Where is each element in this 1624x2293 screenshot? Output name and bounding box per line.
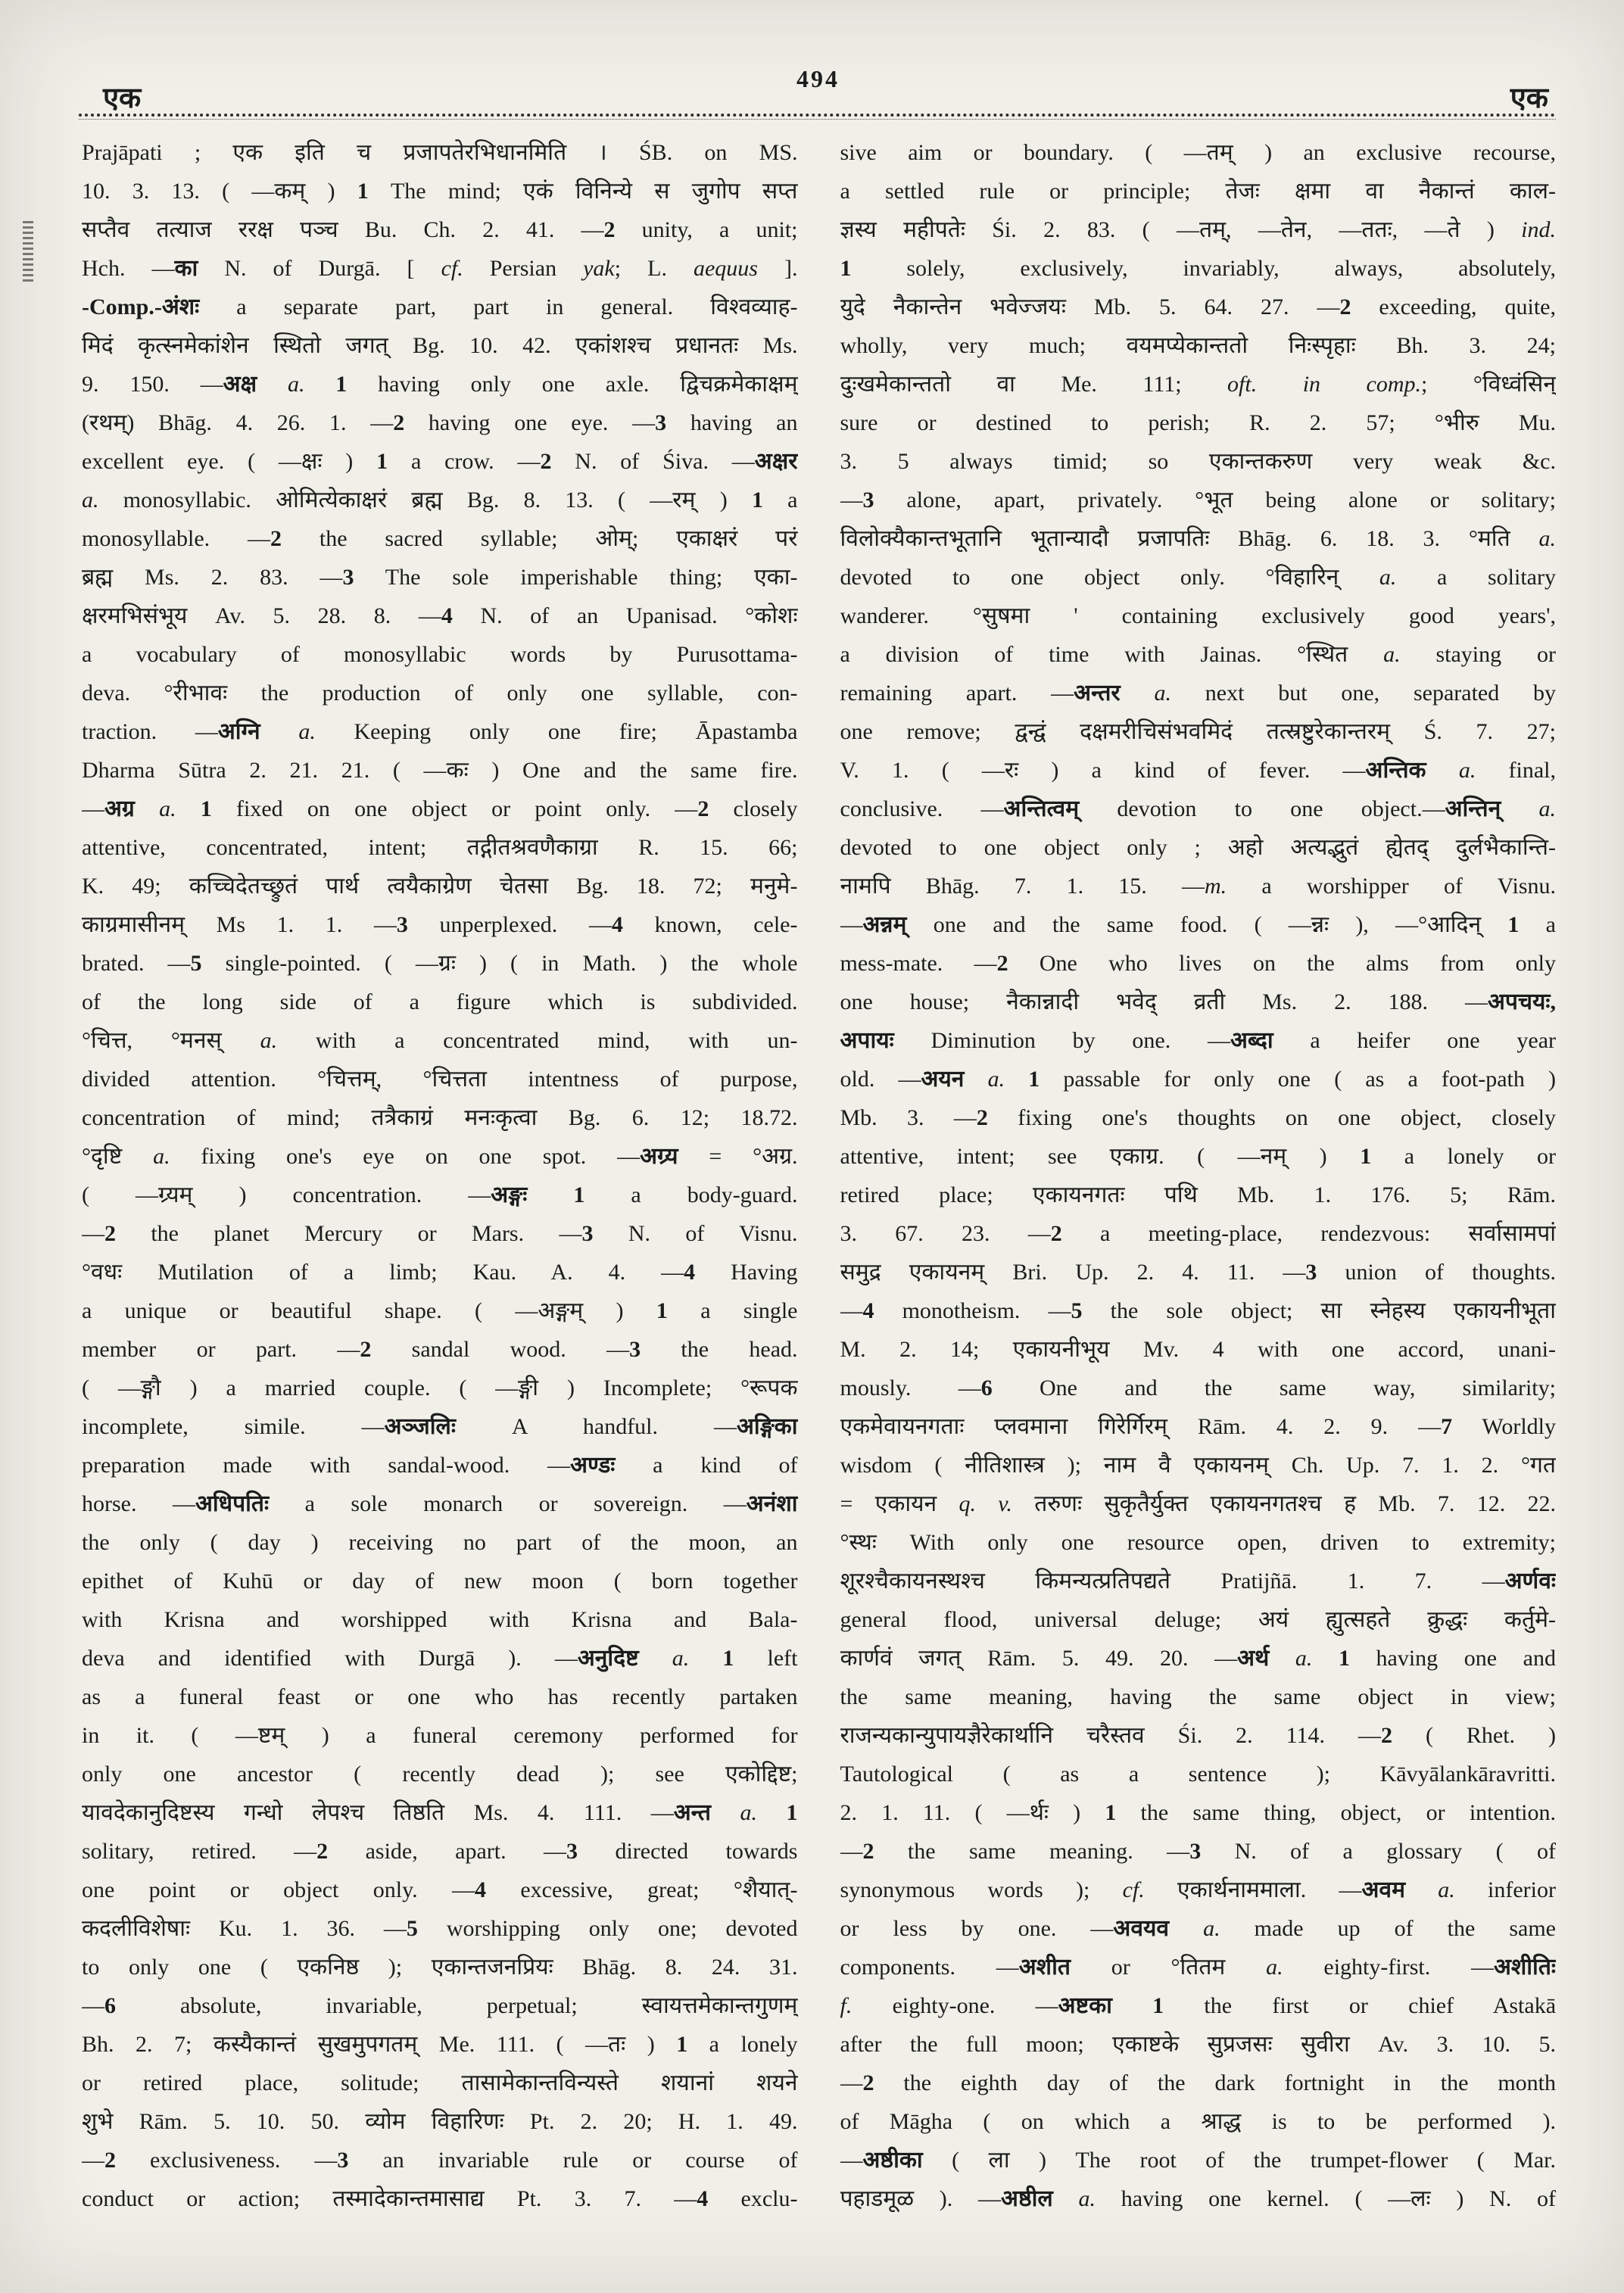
- text-line: concentration of mind; तत्रैकाग्रं मनःकृत्वा Bg. 6. 12; 18.72.: [82, 1105, 798, 1130]
- text-line: ब्रह्म Ms. 2. 83. —3 The sole imperishable thing; एका-: [82, 565, 798, 590]
- text-line: attentive, intent; see एकाग्र. ( —नम् ) 1 a lonely or: [840, 1144, 1556, 1169]
- text-line: 3. 67. 23. —2 a meeting-place, rendezvous: सर्वासामपां: [840, 1221, 1556, 1246]
- text-line: 9. 150. —अक्ष a. 1 having only one axle. द्विचक्रमेकाक्षम्: [82, 372, 798, 397]
- text-line: —3 alone, apart, privately. °भूत being alone or solitary;: [840, 488, 1556, 512]
- text-line: = एकायन q. v. तरुणः सुकृतैर्युक्त एकायनगतश्च ह Mb. 7. 12. 22.: [840, 1491, 1556, 1516]
- text-line: sive aim or boundary. ( —तम् ) an exclusive recourse,: [840, 140, 1556, 165]
- text-line: पहाडमूळ ). —अष्ठील a. having one kernel. ( —लः ) N. of: [840, 2186, 1556, 2211]
- text-line: brated. —5 single-pointed. ( —ग्रः ) ( in Math. ) the whole: [82, 951, 798, 976]
- text-line: components. —अशीत or °तितम a. eighty-first. —अशीतिः: [840, 1955, 1556, 1980]
- text-line: mess-mate. —2 One who lives on the alms from only: [840, 951, 1556, 976]
- text-line: दुःखमेकान्ततो वा Me. 111; oft. in comp.; °विध्वंसिन्: [840, 372, 1556, 397]
- header-keyword-right: एक: [1510, 83, 1548, 114]
- text-line: only one ancestor ( recently dead ); see एकोद्दिष्ट;: [82, 1762, 798, 1787]
- text-line: devoted to one object only ; अहो अत्यद्भुतं ह्येतद् दुर्लभैकान्ति-: [840, 835, 1556, 860]
- text-line: a unique or beautiful shape. ( —अङ्गम् ) 1 a single: [82, 1298, 798, 1323]
- text-line: wisdom ( नीतिशास्त्र ); नाम वै एकायनम् Ch. Up. 7. 1. 2. °गत: [840, 1453, 1556, 1478]
- text-line: शुभे Rām. 5. 10. 50. व्योम विहारिणः Pt. 2. 20; H. 1. 49.: [82, 2109, 798, 2134]
- text-line: अपायः Diminution by one. —अब्दा a heifer one year: [840, 1028, 1556, 1053]
- margin-scribble: [23, 221, 33, 282]
- text-line: epithet of Kuhū or day of new moon ( born together: [82, 1569, 798, 1594]
- text-line: conclusive. —अन्तित्वम् devotion to one object.—अन्तिन् a.: [840, 796, 1556, 821]
- text-line: °वधः Mutilation of a limb; Kau. A. 4. —4 Having: [82, 1260, 798, 1285]
- text-line: preparation made with sandal-wood. —अण्डः a kind of: [82, 1453, 798, 1478]
- text-line: member or part. —2 sandal wood. —3 the head.: [82, 1337, 798, 1362]
- text-line: with Krisna and worshipped with Krisna and Bala-: [82, 1607, 798, 1632]
- text-line: —4 monotheism. —5 the sole object; सा स्नेहस्य एकायनीभूता: [840, 1298, 1556, 1323]
- header-keyword-left: एक: [103, 83, 142, 114]
- text-line: —6 absolute, invariable, perpetual; स्वायत्तमेकान्तगुणम्: [82, 1993, 798, 2018]
- text-line: sure or destined to perish; R. 2. 57; °भीरु Mu.: [840, 410, 1556, 435]
- text-line: monosyllable. —2 the sacred syllable; ओम्; एकाक्षरं परं: [82, 526, 798, 551]
- text-line: 3. 5 always timid; so एकान्तकरुण very weak &c.: [840, 449, 1556, 474]
- text-line: to only one ( एकनिष्ठ ); एकान्तजनप्रियः Bhāg. 8. 24. 31.: [82, 1955, 798, 1980]
- text-line: wholly, very much; वयमप्येकान्ततो निःस्पृहाः Bh. 3. 24;: [840, 333, 1556, 358]
- text-line: 1 solely, exclusively, invariably, always, absolutely,: [840, 256, 1556, 281]
- text-line: Dharma Sūtra 2. 21. 21. ( —कः ) One and the same fire.: [82, 758, 798, 783]
- text-line: °चित्त, °मनस् a. with a concentrated mind, with un-: [82, 1028, 798, 1053]
- text-line: —2 the same meaning. —3 N. of a glossary ( of: [840, 1839, 1556, 1864]
- text-columns: [82, 133, 1556, 2263]
- text-line: the only ( day ) receiving no part of the moon, an: [82, 1530, 798, 1555]
- text-line: 2. 1. 11. ( —र्थः ) 1 the same thing, object, or intention.: [840, 1800, 1556, 1825]
- text-line: one remove; द्वन्द्वं दक्षमरीचिसंभवमिदं तत्स्रष्टुरेकान्तरम् Ś. 7. 27;: [840, 719, 1556, 744]
- text-line: सप्तैव तत्याज ररक्ष पञ्च Bu. Ch. 2. 41. —2 unity, a unit;: [82, 217, 798, 242]
- text-line: wanderer. °सुषमा ' containing exclusively good years',: [840, 603, 1556, 628]
- text-line: ( —ग्र्यम् ) concentration. —अङ्गः 1 a body-guard.: [82, 1182, 798, 1207]
- text-line: काग्रमासीनम् Ms 1. 1. —3 unperplexed. —4 known, cele-: [82, 912, 798, 937]
- text-line: नामपि Bhāg. 7. 1. 15. —m. a worshipper of Visnu.: [840, 874, 1556, 899]
- text-line: —अष्ठीका ( ला ) The root of the trumpet-flower ( Mar.: [840, 2148, 1556, 2173]
- text-line: V. 1. ( —रः ) a kind of fever. —अन्तिक a. final,: [840, 758, 1556, 783]
- text-line: f. eighty-one. —अष्टका 1 the first or chief Astakā: [840, 1993, 1556, 2018]
- text-line: horse. —अधिपतिः a sole monarch or sovereign. —अनंशा: [82, 1491, 798, 1516]
- text-line: राजन्यकान्युपायज्ञैरेकार्थानि चरैस्तव Śi. 2. 114. —2 ( Rhet. ): [840, 1723, 1556, 1748]
- text-line: the same meaning, having the same object in view;: [840, 1684, 1556, 1709]
- text-line: solitary, retired. —2 aside, apart. —3 directed towards: [82, 1839, 798, 1864]
- text-line: as a funeral feast or one who has recently partaken: [82, 1684, 798, 1709]
- text-line: a settled rule or principle; तेजः क्षमा वा नैकान्तं काल-: [840, 179, 1556, 204]
- text-line: (रथम्) Bhāg. 4. 26. 1. —2 having one eye. —3 having an: [82, 410, 798, 435]
- text-line: or retired place, solitude; तासामेकान्तविन्यस्ते शयानां शयने: [82, 2070, 798, 2095]
- text-line: एकमेवायनगताः प्लवमाना गिरेर्गिरम् Rām. 4. 2. 9. —7 Worldly: [840, 1414, 1556, 1439]
- text-line: mously. —6 One and the same way, similarity;: [840, 1375, 1556, 1400]
- page-header: [85, 65, 1551, 114]
- text-line: K. 49; कच्चिदेतच्छ्रुतं पार्थ त्वयैकाग्रेण चेतसा Bg. 18. 72; मनुमे-: [82, 874, 798, 899]
- text-line: ज्ञस्य महीपतेः Śi. 2. 83. ( —तम्, —तेन, —ततः, —ते ) ind.: [840, 217, 1556, 242]
- text-line: क्षरमभिसंभूय Av. 5. 28. 8. —4 N. of an Upanisad. °कोशः: [82, 603, 798, 628]
- text-line: a vocabulary of monosyllabic words by Purusottama-: [82, 642, 798, 667]
- text-line: -Comp.-अंशः a separate part, part in general. विश्वव्याह-: [82, 294, 798, 319]
- text-line: ( —ङ्गौ ) a married couple. ( —ङ्गी ) Incomplete; °रूपक: [82, 1375, 798, 1400]
- text-line: divided attention. °चित्तम्, °चित्तता intentness of purpose,: [82, 1067, 798, 1092]
- text-line: Hch. —का N. of Durgā. [ cf. Persian yak; L. aequus ].: [82, 256, 798, 281]
- text-line: retired place; एकायनगतः पथि Mb. 1. 176. 5; Rām.: [840, 1182, 1556, 1207]
- text-line: समुद्र एकायनम् Bri. Up. 2. 4. 11. —3 union of thoughts.: [840, 1260, 1556, 1285]
- text-line: —2 the eighth day of the dark fortnight in the month: [840, 2070, 1556, 2095]
- text-line: युदे नैकान्तेन भवेज्जयः Mb. 5. 64. 27. —2 exceeding, quite,: [840, 294, 1556, 319]
- text-line: °स्थः With only one resource open, driven to extremity;: [840, 1530, 1556, 1555]
- text-line: one point or object only. —4 excessive, great; °शैयात्-: [82, 1877, 798, 1902]
- header-divider: [79, 114, 1556, 120]
- text-line: M. 2. 14; एकायनीभूय Mv. 4 with one accord, unani-: [840, 1337, 1556, 1362]
- text-line: a. monosyllabic. ओमित्येकाक्षरं ब्रह्म Bg. 8. 13. ( —रम् ) 1 a: [82, 488, 798, 512]
- text-line: यावदेकानुदिष्टस्य गन्धो लेपश्च तिष्ठति Ms. 4. 111. —अन्त a. 1: [82, 1800, 798, 1825]
- text-line: a division of time with Jainas. °स्थित a. staying or: [840, 642, 1556, 667]
- text-line: one house; नैकान्नादी भवेद् व्रती Ms. 2. 188. —अपचयः,: [840, 989, 1556, 1014]
- text-line: विलोक्यैकान्तभूतानि भूतान्यादौ प्रजापतिः Bhāg. 6. 18. 3. °मति a.: [840, 526, 1556, 551]
- text-line: in it. ( —ष्टम् ) a funeral ceremony performed for: [82, 1723, 798, 1748]
- text-line: of Māgha ( on which a श्राद्ध is to be performed ).: [840, 2109, 1556, 2134]
- text-line: Prajāpati ; एक इति च प्रजापतेरभिधानमिति । ŚB. on MS.: [82, 140, 798, 165]
- text-line: traction. —अग्नि a. Keeping only one fire; Āpastamba: [82, 719, 798, 744]
- text-line: Tautological ( as a sentence ); Kāvyālankāravritti.: [840, 1762, 1556, 1787]
- text-line: incomplete, simile. —अञ्जलिः A handful. —अङ्गिका: [82, 1414, 798, 1439]
- text-line: general flood, universal deluge; अयं ह्युत्सहते क्रुद्धः कर्तुमे-: [840, 1607, 1556, 1632]
- text-line: old. —अयन a. 1 passable for only one ( as a foot-path ): [840, 1067, 1556, 1092]
- text-line: deva. °रीभावः the production of only one syllable, con-: [82, 681, 798, 706]
- text-line: synonymous words ); cf. एकार्थनाममाला. —अवम a. inferior: [840, 1877, 1556, 1902]
- text-line: remaining apart. —अन्तर a. next but one, separated by: [840, 681, 1556, 706]
- text-line: शूरश्चैकायनस्थश्च किमन्यत्प्रतिपद्यते Pratijñā. 1. 7. —अर्णवः: [840, 1569, 1556, 1594]
- text-line: Mb. 3. —2 fixing one's thoughts on one object, closely: [840, 1105, 1556, 1130]
- right-column: [840, 133, 1557, 2263]
- text-line: —अग्र a. 1 fixed on one object or point only. —2 closely: [82, 796, 798, 821]
- left-column: [82, 133, 798, 2263]
- text-line: °दृष्टि a. fixing one's eye on one spot. —अग्र्य = °अग्र.: [82, 1144, 798, 1169]
- text-line: —2 the planet Mercury or Mars. —3 N. of Visnu.: [82, 1221, 798, 1246]
- text-line: devoted to one object only. °विहारिन् a. a solitary: [840, 565, 1556, 590]
- text-line: कार्णवं जगत् Rām. 5. 49. 20. —अर्थ a. 1 having one and: [840, 1646, 1556, 1671]
- page-number: 494: [796, 65, 840, 92]
- text-line: of the long side of a figure which is subdivided.: [82, 989, 798, 1014]
- text-line: Bh. 2. 7; कस्यैकान्तं सुखमुपगतम् Me. 111. ( —तः ) 1 a lonely: [82, 2032, 798, 2057]
- text-line: मिदं कृत्स्नमेकांशेन स्थितो जगत् Bg. 10. 42. एकांशश्च प्रधानतः Ms.: [82, 333, 798, 358]
- text-line: —2 exclusiveness. —3 an invariable rule or course of: [82, 2148, 798, 2173]
- text-line: excellent eye. ( —क्षः ) 1 a crow. —2 N. of Śiva. —अक्षर: [82, 449, 798, 474]
- text-line: after the full moon; एकाष्टके सुप्रजसः सुवीरा Av. 3. 10. 5.: [840, 2032, 1556, 2057]
- text-line: 10. 3. 13. ( —कम् ) 1 The mind; एकं विनिन्ये स जुगोप सप्त: [82, 179, 798, 204]
- text-line: attentive, concentrated, intent; तद्गीतश्रवणैकाग्रा R. 15. 66;: [82, 835, 798, 860]
- text-line: or less by one. —अवयव a. made up of the same: [840, 1916, 1556, 1941]
- text-line: deva and identified with Durgā ). —अनुदिष्ट a. 1 left: [82, 1646, 798, 1671]
- text-line: —अन्नम् one and the same food. ( —न्नः ), —°आदिन् 1 a: [840, 912, 1556, 937]
- text-line: conduct or action; तस्मादेकान्तमासाद्य Pt. 3. 7. —4 exclu-: [82, 2186, 798, 2211]
- text-line: कदलीविशेषाः Ku. 1. 36. —5 worshipping only one; devoted: [82, 1916, 798, 1941]
